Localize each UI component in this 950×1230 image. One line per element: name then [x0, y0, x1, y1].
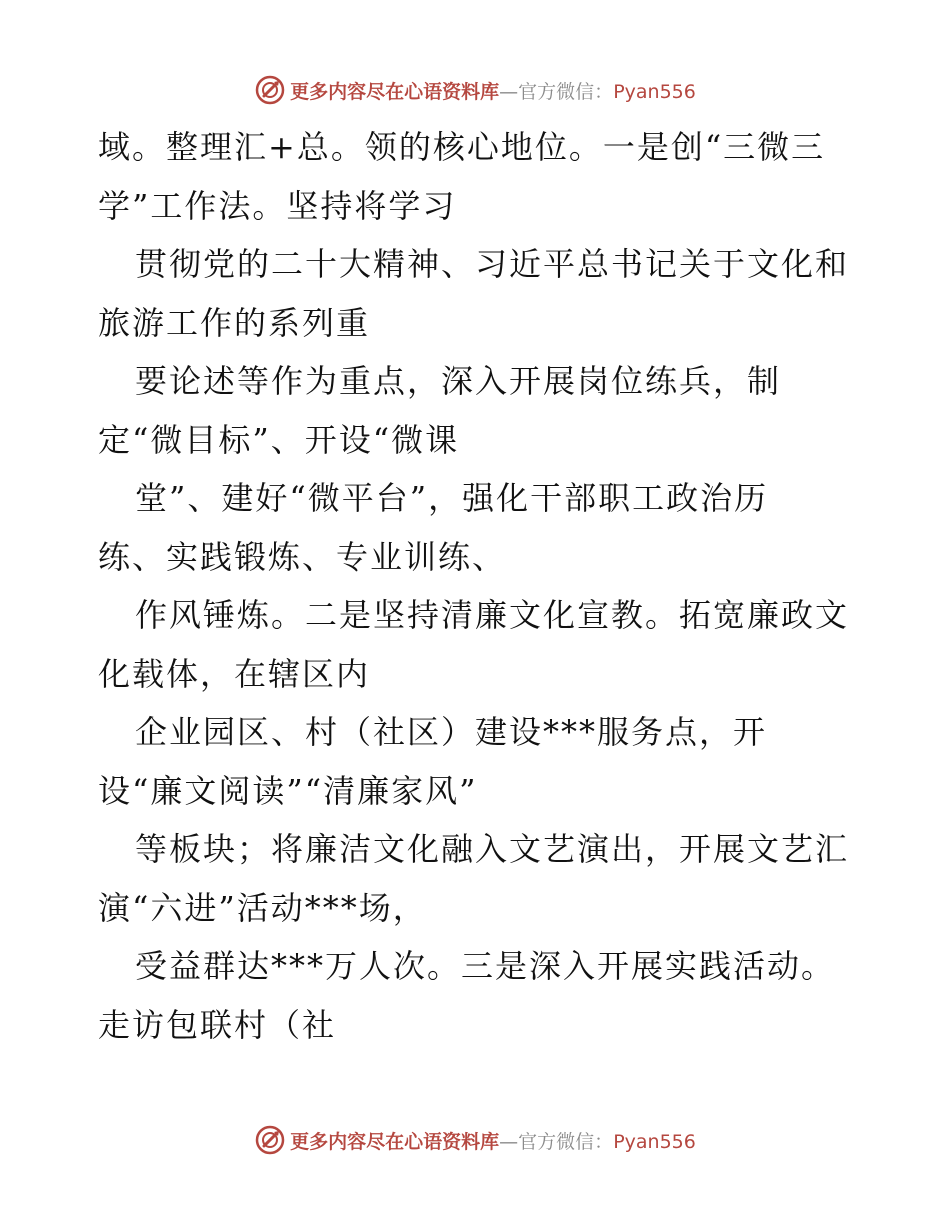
body-text-line: 设“廉文阅读”“清廉家风” — [98, 771, 478, 810]
header-watermark-banner — [0, 70, 950, 110]
body-text-line: 受益群达***万人次。三是深入开展实践活动。 — [135, 947, 836, 985]
body-text-line: 作风锤炼。二是坚持清廉文化宣教。拓宽廉政文 — [135, 596, 850, 634]
body-text-line: 学”工作法。坚持将学习 — [98, 186, 457, 225]
body-text-line: 等板块；将廉洁文化融入文艺演出，开展文艺汇 — [135, 830, 850, 868]
banner-contact-id: Pyan556 — [613, 80, 696, 103]
body-text-line: 堂”、建好“微平台”，强化干部职工政治历 — [135, 479, 769, 517]
body-text-line: 贯彻党的二十大精神、习近平总书记关于文化和 — [135, 245, 850, 283]
seal-logo-icon — [254, 1124, 286, 1156]
body-text-line: 旅游工作的系列重 — [98, 303, 371, 342]
banner-text — [290, 1127, 696, 1154]
seal-logo-icon — [254, 74, 286, 106]
banner-separator: — — [499, 1130, 519, 1153]
body-text-line: 定“微目标”、开设“微课 — [98, 420, 460, 459]
banner-text — [290, 77, 696, 104]
banner-brand: 更多内容尽在心语资料库 — [290, 80, 500, 103]
footer-watermark-banner — [0, 1120, 950, 1160]
body-text-line: 化载体，在辖区内 — [98, 654, 371, 693]
banner-contact-label: 官方微信： — [518, 1130, 614, 1153]
body-text-line: 走访包联村（社 — [98, 1005, 337, 1044]
body-text-line: 域。整理汇+总。领的核心地位。一是创“三微三 — [98, 128, 826, 166]
body-text-line: 演“六进”活动***场， — [98, 888, 427, 927]
banner-contact-label: 官方微信： — [518, 80, 614, 103]
body-text-line: 企业园区、村（社区）建设***服务点，开 — [135, 713, 768, 751]
banner-contact-id: Pyan556 — [613, 1130, 696, 1153]
document-body — [98, 118, 898, 1054]
banner-brand: 更多内容尽在心语资料库 — [290, 1130, 500, 1153]
body-text-line: 练、实践锻炼、专业训练、 — [98, 537, 507, 576]
banner-separator: — — [499, 80, 519, 103]
body-text-line: 要论述等作为重点，深入开展岗位练兵，制 — [135, 362, 782, 400]
